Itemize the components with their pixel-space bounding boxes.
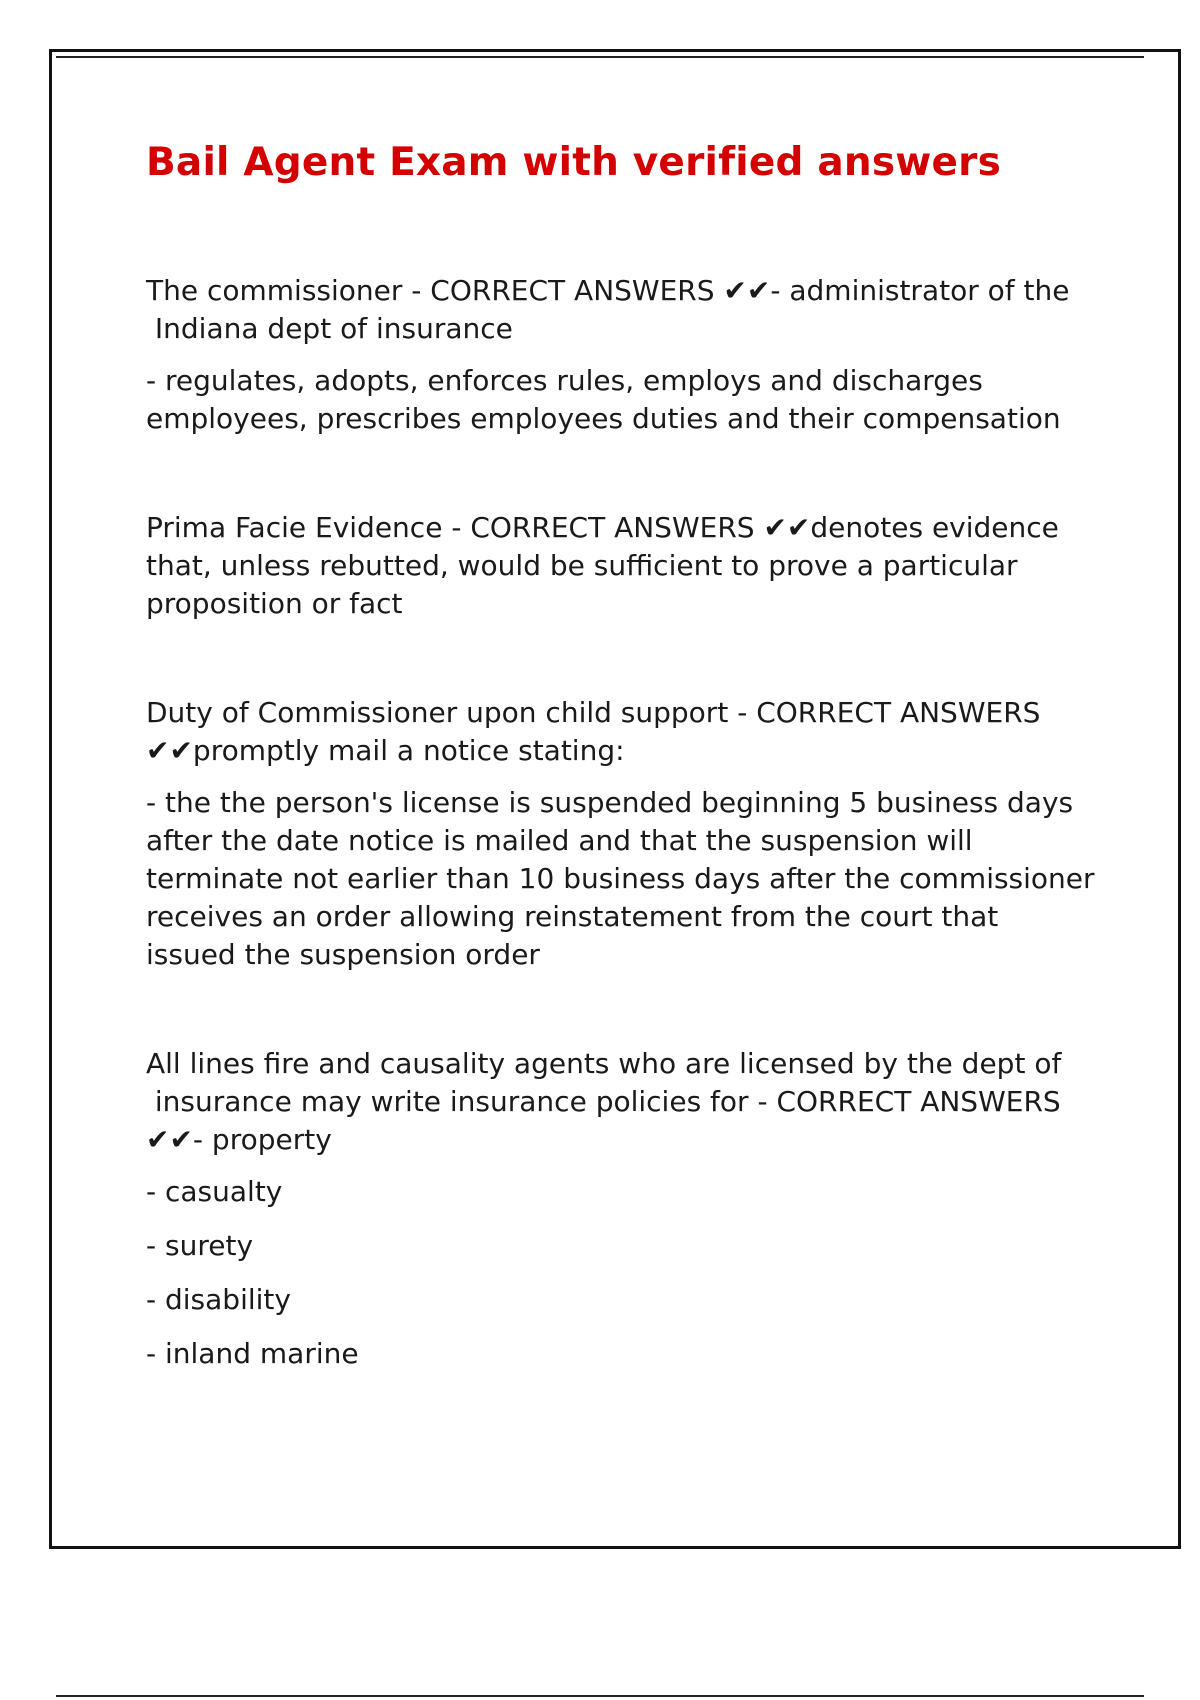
qa-item-commissioner	[146, 272, 1096, 438]
document-body	[146, 140, 1104, 1444]
list-item: - casualty	[146, 1174, 283, 1208]
qa-item-child-support	[146, 694, 1104, 974]
qa-paragraph: - regulates, adopts, enforces rules, employs and discharges employees, prescribes employees duties and their compensation	[146, 363, 1061, 435]
qa-paragraph: Duty of Commissioner upon child support - CORRECT ANSWERS ✔✔promptly mail a notice stating:	[146, 695, 1050, 767]
qa-item-fire-casualty	[146, 1045, 1096, 1373]
qa-paragraph: The commissioner - CORRECT ANSWERS ✔✔- administrator of the Indiana dept of insurance	[146, 273, 1070, 345]
top-rule	[56, 56, 1144, 58]
page-title: Bail Agent Exam with verified answers	[146, 140, 1001, 185]
bottom-rule	[56, 1695, 1144, 1697]
qa-paragraph: Prima Facie Evidence - CORRECT ANSWERS ✔✔denotes evidence that, unless rebutted, would be sufficient to prove a particular proposition or fact	[146, 510, 1068, 620]
list-item: - inland marine	[146, 1336, 359, 1370]
qa-paragraph: - the the person's license is suspended beginning 5 business days after the date notice is mailed and that the suspension will terminate not earlier than 10 business days after the commissioner receives an order allowing reinstatement from the court that issued the suspension order	[146, 785, 1104, 971]
list-item: - disability	[146, 1282, 291, 1316]
qa-item-prima-facie	[146, 509, 1096, 623]
list-item: - surety	[146, 1228, 254, 1262]
qa-paragraph: All lines fire and causality agents who are licensed by the dept of insurance may write insurance policies for - CORRECT ANSWERS ✔✔- property	[146, 1046, 1062, 1156]
